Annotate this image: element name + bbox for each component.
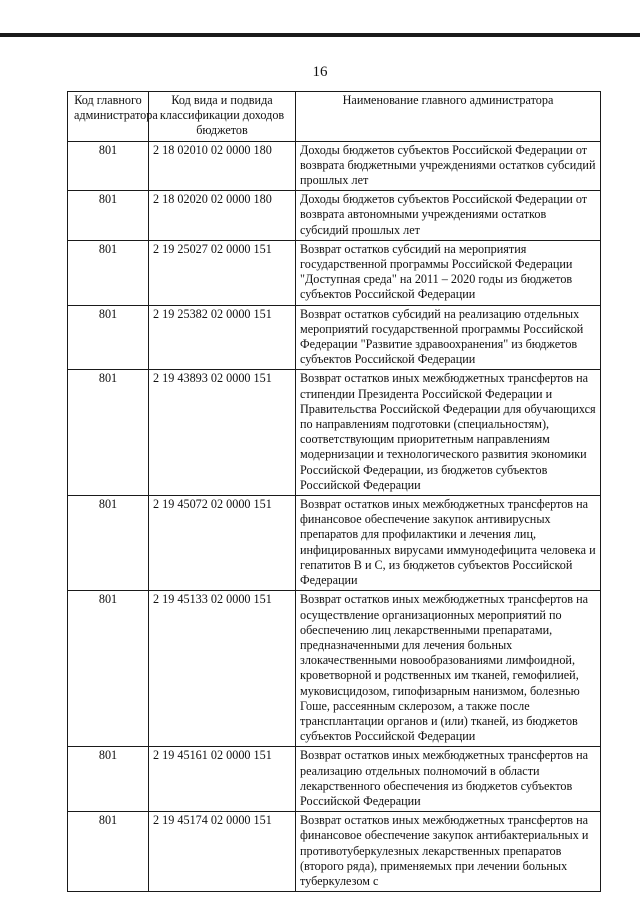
table-row <box>68 747 601 812</box>
cell-classification-code: 2 19 45133 02 0000 151 <box>149 591 296 747</box>
cell-classification-code: 2 19 25382 02 0000 151 <box>149 305 296 370</box>
cell-admin-code: 801 <box>68 370 149 496</box>
cell-classification-code: 2 19 45161 02 0000 151 <box>149 747 296 812</box>
page-number: 16 <box>312 64 328 80</box>
table-row <box>68 240 601 305</box>
cell-admin-code: 801 <box>68 240 149 305</box>
cell-admin-name: Возврат остатков субсидий на реализацию отдельных мероприятий государственной программы Российской Федерации "Развитие здравоохранения" из бюджетов субъектов Российской Федерации <box>296 305 601 370</box>
cell-classification-code: 2 19 43893 02 0000 151 <box>149 370 296 496</box>
cell-admin-code: 801 <box>68 496 149 591</box>
header-classification-code: Код вида и подвида классификации доходов бюджетов <box>149 92 296 142</box>
cell-classification-code: 2 18 02010 02 0000 180 <box>149 141 296 191</box>
cell-admin-code: 801 <box>68 591 149 747</box>
cell-admin-name: Возврат остатков субсидий на мероприятия государственной программы Российской Федерации "Доступная среда" на 2011 – 2020 годы из бюджетов субъектов Российской Федерации <box>296 240 601 305</box>
table-row <box>68 370 601 496</box>
table-header-row <box>68 92 601 142</box>
cell-admin-code: 801 <box>68 305 149 370</box>
header-admin-name: Наименование главного администратора <box>296 92 601 142</box>
table-row <box>68 141 601 191</box>
cell-admin-name: Возврат остатков иных межбюджетных трансфертов на реализацию отдельных полномочий в области лекарственного обеспечения из бюджетов субъектов Российской Федерации <box>296 747 601 812</box>
cell-classification-code: 2 19 25027 02 0000 151 <box>149 240 296 305</box>
cell-admin-name: Доходы бюджетов субъектов Российской Федерации от возврата бюджетными учреждениями остатков субсидий прошлых лет <box>296 141 601 191</box>
revenue-codes-table <box>67 91 601 892</box>
cell-admin-name: Доходы бюджетов субъектов Российской Федерации от возврата автономными учреждениями остатков субсидий прошлых лет <box>296 191 601 241</box>
table-row <box>68 305 601 370</box>
cell-admin-name: Возврат остатков иных межбюджетных трансфертов на стипендии Президента Российской Федерации и Правительства Российской Федерации для обучающихся по направлениям подготовки (специальностям), соответствующим приоритетным направлениям модернизации и технологического развития экономики Российской Федерации, из бюджетов субъектов Российской Федерации <box>296 370 601 496</box>
table-row <box>68 191 601 241</box>
cell-admin-name: Возврат остатков иных межбюджетных трансфертов на финансовое обеспечение закупок антибактериальных и противотуберкулезных лекарственных препаратов (второго ряда), применяемых при лечении больных туберкулезом с <box>296 812 601 892</box>
table-row <box>68 496 601 591</box>
header-admin-code: Код главного администратора <box>68 92 149 142</box>
cell-admin-code: 801 <box>68 812 149 892</box>
cell-admin-code: 801 <box>68 747 149 812</box>
cell-admin-name: Возврат остатков иных межбюджетных трансфертов на осуществление организационных мероприятий по обеспечению лиц лекарственными препаратами, предназначенными для лечения больных злокачественными новообразованиями лимфоидной, кроветворной и родственных им тканей, гемофилией, муковисцидозом, гипофизарным нанизмом, болезнью Гоше, рассеянным склерозом, а также после трансплантации органов и (или) тканей, из бюджетов субъектов Российской Федерации <box>296 591 601 747</box>
table-row <box>68 591 601 747</box>
cell-admin-name: Возврат остатков иных межбюджетных трансфертов на финансовое обеспечение закупок антивирусных препаратов для профилактики и лечения лиц, инфицированных вирусами иммунодефицита человека и гепатитов B и C, из бюджетов субъектов Российской Федерации <box>296 496 601 591</box>
cell-admin-code: 801 <box>68 141 149 191</box>
cell-classification-code: 2 18 02020 02 0000 180 <box>149 191 296 241</box>
cell-classification-code: 2 19 45072 02 0000 151 <box>149 496 296 591</box>
top-border-line <box>0 33 640 37</box>
cell-admin-code: 801 <box>68 191 149 241</box>
table-row <box>68 812 601 892</box>
cell-classification-code: 2 19 45174 02 0000 151 <box>149 812 296 892</box>
